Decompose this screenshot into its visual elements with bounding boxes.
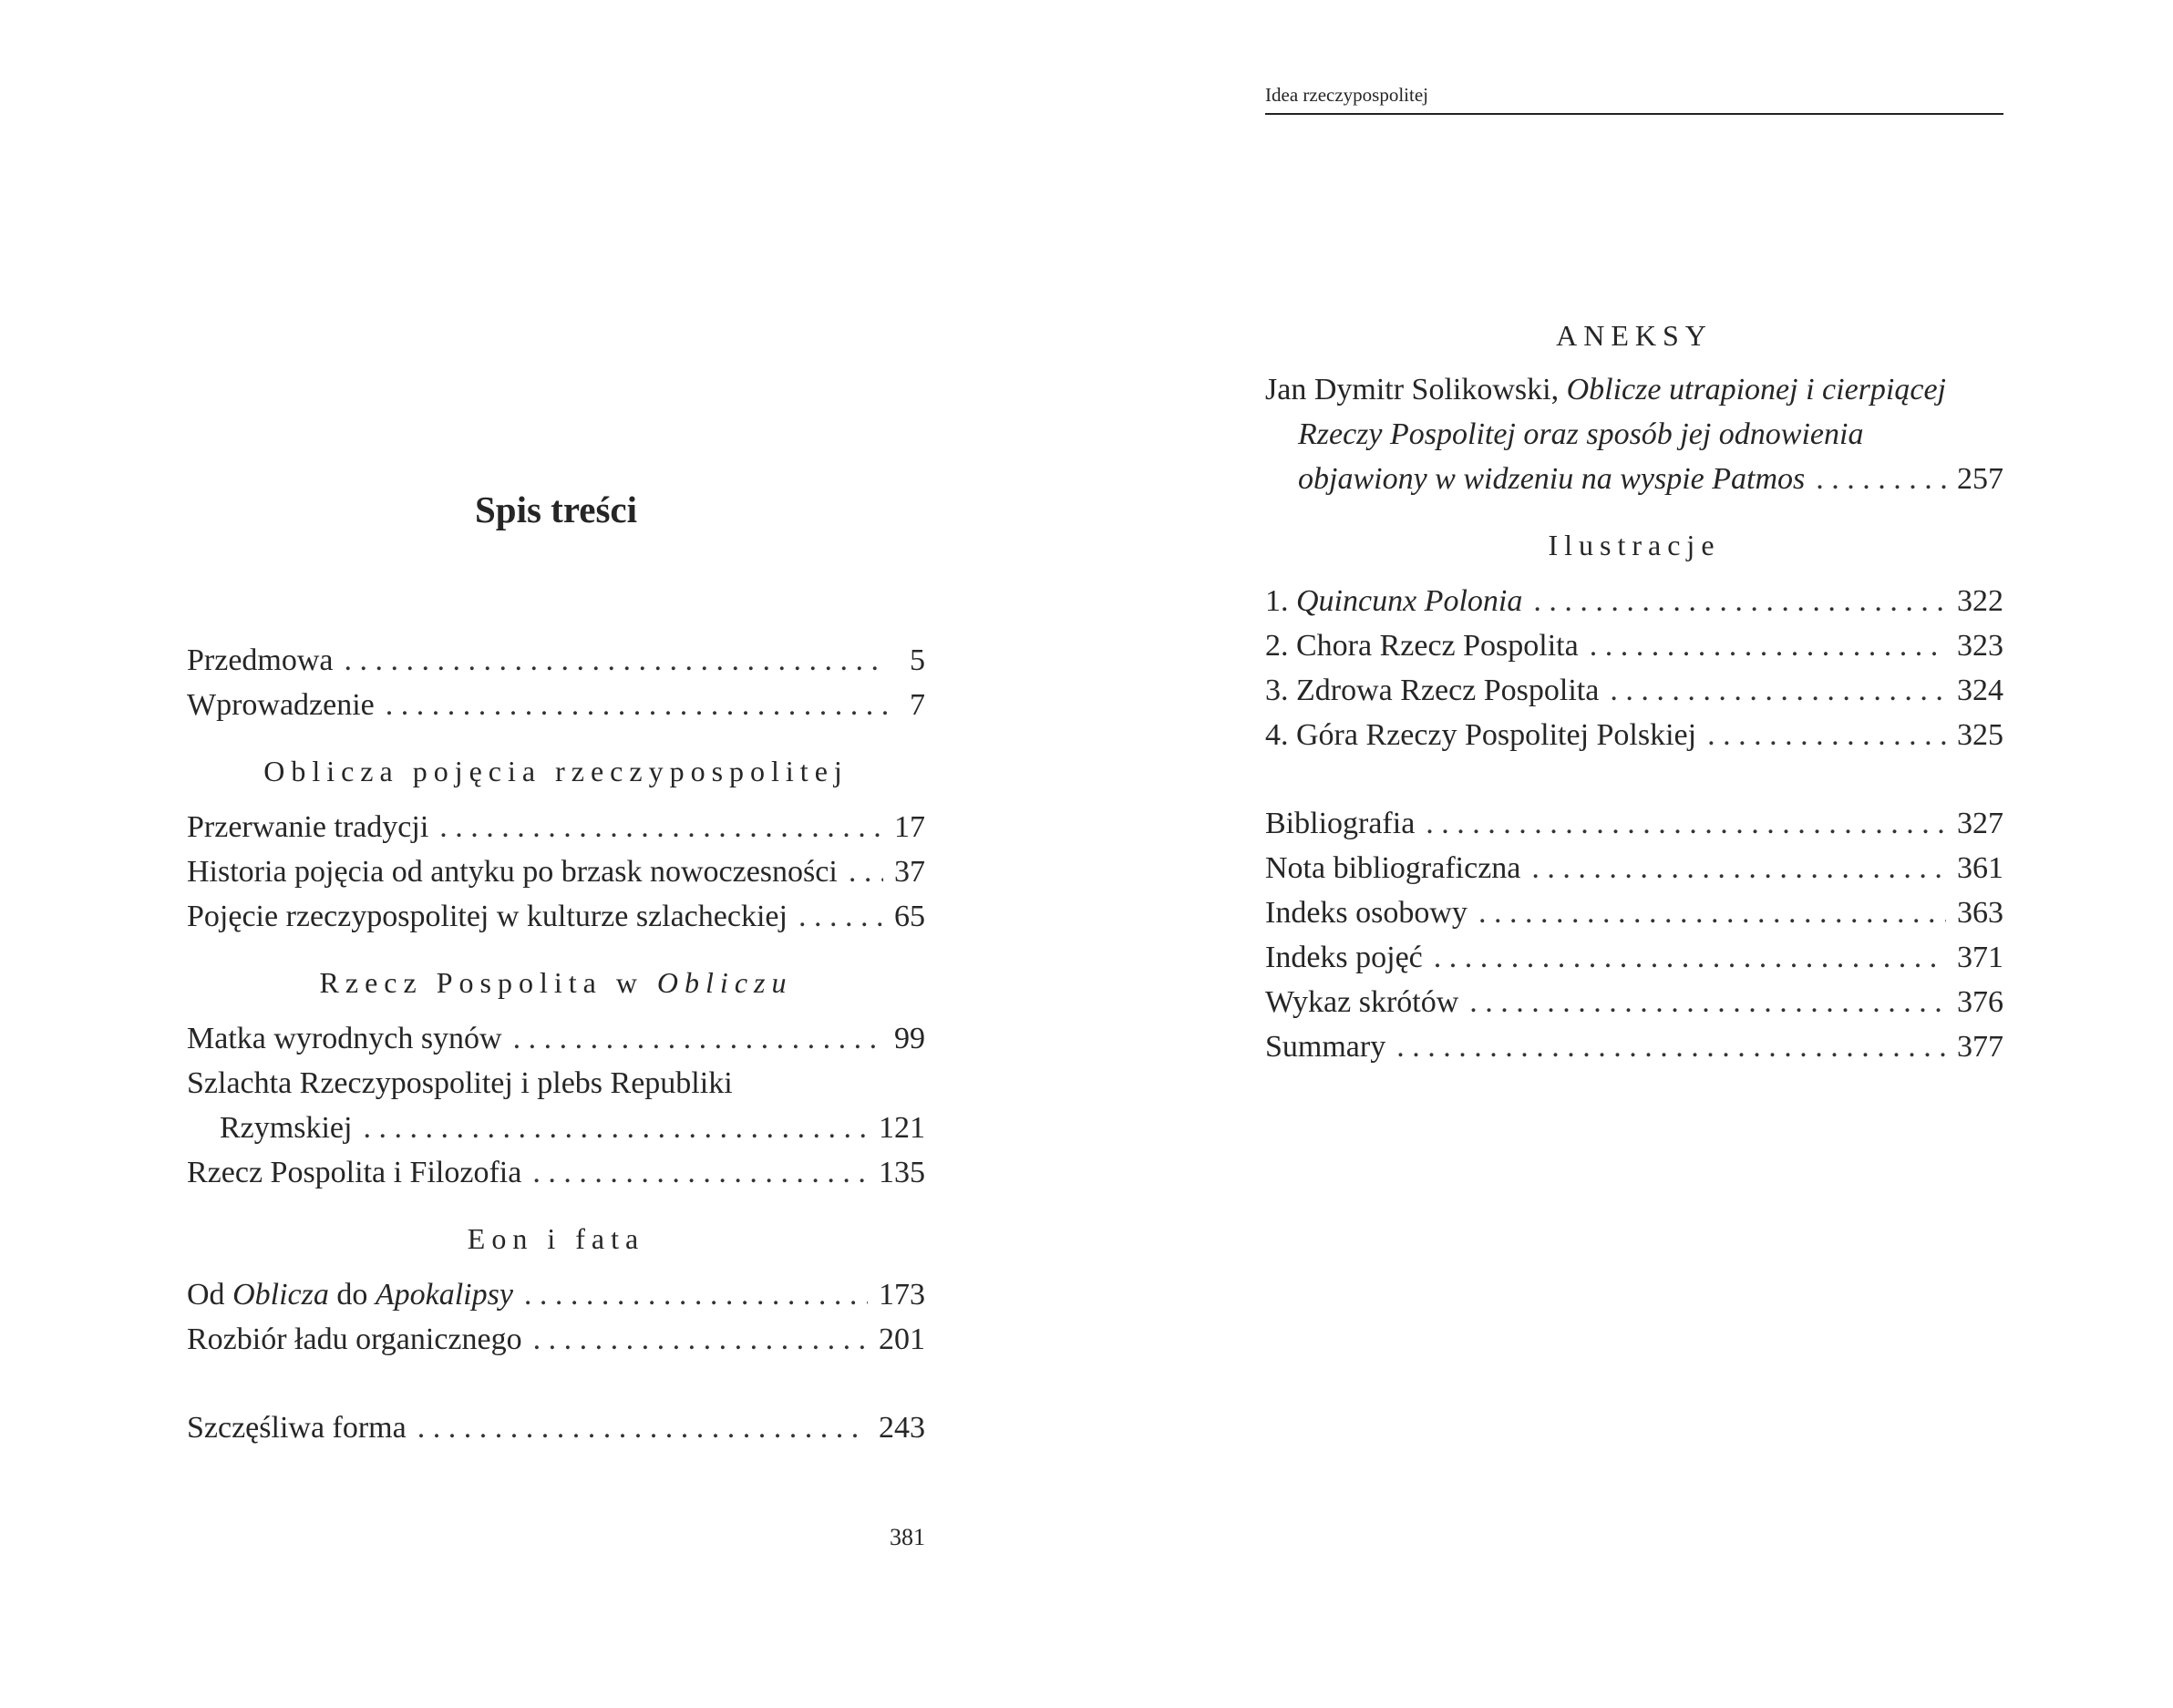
toc-entry[interactable] <box>1265 623 2003 668</box>
entry-title: Indeks pojęć <box>1265 941 1423 974</box>
entry-title: Rzymskiej <box>220 1111 353 1145</box>
entry-title-italic: objawiony w widzeniu na wyspie Patmos <box>1298 462 1806 496</box>
entry-page: 7 <box>910 688 925 722</box>
entry-page: 371 <box>1957 941 2003 974</box>
dot-leader <box>533 1317 868 1362</box>
entry-title-italic: Rzeczy Pospolitej oraz sposób jej odnowienia <box>1298 417 1864 451</box>
entry-page: 5 <box>910 643 925 677</box>
toc-list-left <box>187 638 925 1450</box>
entry-title: Rozbiór ładu organicznego <box>187 1322 522 1356</box>
entry-page: 361 <box>1957 851 2003 885</box>
entry-title: 4. Góra Rzeczy Pospolitej Polskiej <box>1265 718 1697 752</box>
entry-page: 324 <box>1957 674 2003 707</box>
entry-title: 3. Zdrowa Rzecz Pospolita <box>1265 674 1600 707</box>
entry-title-line[interactable] <box>1265 412 2003 457</box>
dot-leader <box>1707 713 1946 757</box>
entry-page: 243 <box>879 1411 925 1445</box>
dot-leader <box>1533 579 1946 623</box>
toc-entry[interactable] <box>1265 579 2003 623</box>
section-heading: ANEKSY <box>1556 319 1713 352</box>
entry-title: Szczęśliwa forma <box>187 1411 407 1445</box>
entry-page: 65 <box>894 900 925 933</box>
entry-title: Nota bibliograficzna <box>1265 851 1521 885</box>
running-head: Idea rzeczypospolitej <box>1265 82 2003 115</box>
toc-entry[interactable] <box>187 1272 925 1317</box>
toc-list-right <box>1265 246 2003 1069</box>
entry-page: 325 <box>1957 718 2003 752</box>
entry-page: 135 <box>879 1156 925 1189</box>
toc-entry[interactable] <box>1265 935 2003 980</box>
entry-title <box>1265 579 1522 623</box>
toc-entry[interactable] <box>187 805 925 849</box>
entry-number: 1. <box>1265 584 1296 618</box>
entry-page: 173 <box>879 1278 925 1312</box>
entry-page: 99 <box>894 1022 925 1055</box>
dot-leader <box>345 638 887 683</box>
dot-leader <box>386 683 887 727</box>
toc-entry[interactable] <box>187 1016 925 1061</box>
entry-title-line[interactable] <box>1265 367 2003 412</box>
entry-title: Przerwanie tradycji <box>187 810 429 844</box>
entry-title <box>187 1272 513 1317</box>
section-heading: Oblicza pojęcia rzeczypospolitej <box>263 755 849 787</box>
toc-entry[interactable] <box>187 1405 925 1450</box>
toc-entry[interactable] <box>1265 890 2003 935</box>
toc-entry[interactable] <box>187 683 925 727</box>
toc-entry[interactable] <box>187 638 925 683</box>
entry-page: 363 <box>1957 896 2003 930</box>
entry-title: Wprowadzenie <box>187 688 375 722</box>
dot-leader <box>1816 457 1946 501</box>
dot-leader <box>513 1016 883 1061</box>
entry-page: 121 <box>879 1111 925 1145</box>
entry-title-line[interactable]: Szlachta Rzeczypospolitej i plebs Republiki <box>187 1066 733 1100</box>
spacer <box>187 1362 925 1405</box>
entry-author: Jan Dymitr Solikowski, <box>1265 373 1567 406</box>
toc-entry[interactable] <box>1265 846 2003 890</box>
dot-leader <box>532 1150 868 1195</box>
entry-page: 257 <box>1957 462 2003 496</box>
entry-page: 322 <box>1957 584 2003 618</box>
dot-leader <box>798 894 883 939</box>
toc-title: Spis treści <box>474 489 638 530</box>
toc-entry[interactable] <box>187 894 925 939</box>
section-heading-italic: Obliczu <box>656 966 793 999</box>
section-heading <box>187 961 925 1005</box>
entry-page: 327 <box>1957 807 2003 840</box>
dot-leader <box>1469 980 1946 1024</box>
toc-entry[interactable] <box>187 1150 925 1195</box>
spacer <box>1265 757 2003 801</box>
entry-title: 2. Chora Rzecz Pospolita <box>1265 629 1579 663</box>
title-part-italic: Oblicza <box>232 1278 329 1312</box>
dot-leader <box>1590 623 1946 668</box>
entry-title-italic: Quincunx Polonia <box>1296 584 1523 618</box>
entry-page: 323 <box>1957 629 2003 663</box>
section-heading-plain: Rzecz Pospolita w <box>319 966 657 999</box>
entry-page: 37 <box>894 855 925 889</box>
entry-title-italic: Oblicze utrapionej i cierpiącej <box>1566 373 1946 406</box>
dot-leader <box>1478 890 1946 935</box>
right-page <box>1086 0 2173 1708</box>
toc-entry[interactable] <box>1265 980 2003 1024</box>
dot-leader <box>363 1106 868 1150</box>
dot-leader <box>1396 1024 1946 1069</box>
title-part: do <box>328 1278 376 1312</box>
section-heading: Eon i fata <box>467 1222 645 1255</box>
dot-leader <box>1434 935 1946 980</box>
entry-title: Summary <box>1265 1030 1386 1064</box>
entry-page: 377 <box>1957 1030 2003 1064</box>
entry-title: Matka wyrodnych synów <box>187 1022 502 1055</box>
dot-leader <box>1610 668 1946 713</box>
entry-title: Indeks osobowy <box>1265 896 1468 930</box>
toc-entry[interactable] <box>1265 668 2003 713</box>
dot-leader <box>439 805 883 849</box>
toc-entry[interactable] <box>187 1317 925 1362</box>
dot-leader <box>849 849 883 894</box>
toc-entry[interactable] <box>187 849 925 894</box>
entry-title: Pojęcie rzeczypospolitej w kulturze szlacheckiej <box>187 900 788 933</box>
toc-entry[interactable] <box>1265 457 2003 501</box>
toc-entry[interactable] <box>1265 801 2003 846</box>
entry-title: Rzecz Pospolita i Filozofia <box>187 1156 522 1189</box>
toc-entry[interactable] <box>1265 1024 2003 1069</box>
title-part: Od <box>187 1278 233 1312</box>
toc-entry[interactable] <box>187 1106 925 1150</box>
section-heading: Ilustracje <box>1548 529 1721 561</box>
entry-title: Wykaz skrótów <box>1265 985 1459 1019</box>
page-number: 381 <box>890 1524 925 1550</box>
entry-title: Bibliografia <box>1265 807 1416 840</box>
entry-page: 17 <box>894 810 925 844</box>
title-part-italic: Apokalipsy <box>375 1278 513 1312</box>
dot-leader <box>417 1405 868 1450</box>
dot-leader <box>524 1272 868 1317</box>
toc-entry[interactable] <box>1265 713 2003 757</box>
dot-leader <box>1426 801 1946 846</box>
entry-page: 376 <box>1957 985 2003 1019</box>
entry-page: 201 <box>879 1322 925 1356</box>
entry-title: Przedmowa <box>187 643 334 677</box>
dot-leader <box>1531 846 1946 890</box>
entry-title: Historia pojęcia od antyku po brzask nowoczesności <box>187 855 838 889</box>
left-page <box>0 0 1086 1708</box>
